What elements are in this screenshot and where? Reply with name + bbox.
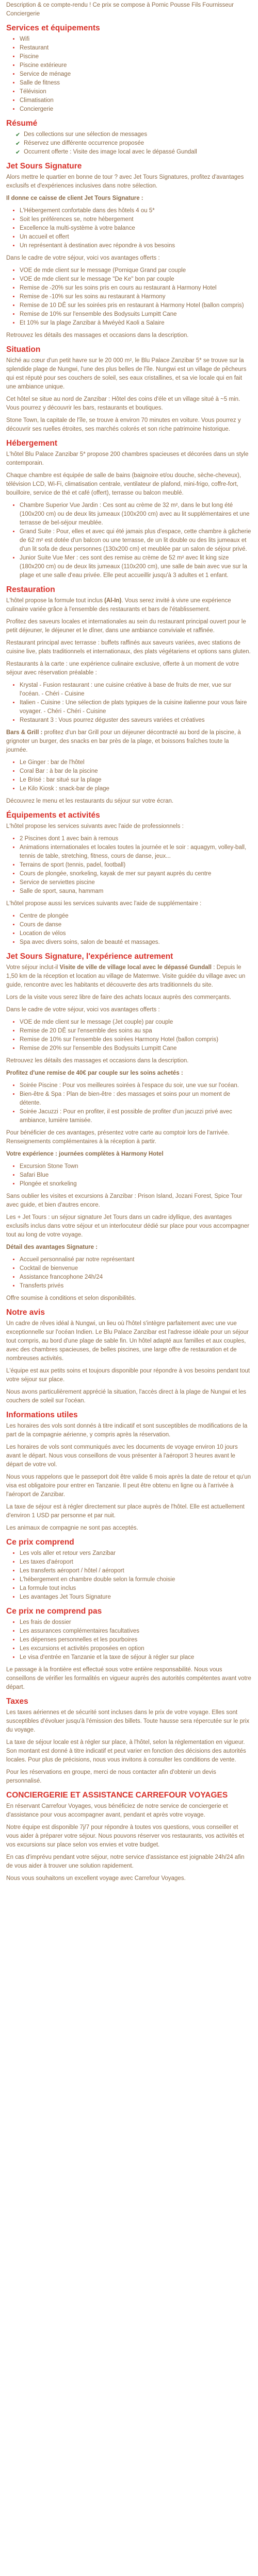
conciergerie-heading: CONCIERGERIE ET ASSISTANCE CARREFOUR VOYAGES <box>6 1791 228 1800</box>
paragraph: En réservant Carrefour Voyages, vous bénéficiez de notre service de conciergerie et d'assistance pour vous accompagner avant, pendant et après votre voyage. <box>6 1803 228 1818</box>
list-item: ✔ Des collections sur une sélection de messages <box>15 131 148 138</box>
list-item: • Les vols aller et retour vers Zanzibar <box>20 1549 252 1558</box>
list-item: • Soirée Jacuzzi : Pour en profiter, il est possible de profiter d'un jacuzzi privé avec ambiance, lumière tamisée. <box>20 1108 252 1125</box>
list-item: • Remise de 20 DÊ sur l'ensemble des soins au spa <box>20 1027 252 1036</box>
list-item: • La formule tout inclus <box>20 1584 252 1593</box>
hebergement-heading: Hébergement <box>6 439 58 448</box>
list-item: • Le Brisé : bar situé sur la plage <box>20 776 252 785</box>
paragraph: Profitez d'une remise de 40€ par couple sur les soins achetés : <box>6 1070 183 1076</box>
paragraph: L'équipe est aux petits soins et toujours disponible pour répondre à vos besoins pendant tout votre séjour sur place. <box>6 1368 250 1383</box>
paragraph: L'hôtel propose aussi les services suivants avec l'aide de supplémentaire : <box>6 901 202 907</box>
paragraph: La taxe de séjour est à régler directement sur place auprès de l'hôtel. Elle est actuellement d'environ 1 USD par personne et par nuit. <box>6 1504 245 1519</box>
paragraph: Dans le cadre de votre séjour, voici vos avantages offerts : <box>6 1007 160 1013</box>
list-item: • Et 10% sur la plage Zanzibar à Mwéyèd Kaoli a Salaire <box>20 319 252 328</box>
paragraph: Les + Jet Tours : un séjour signature Jet Tours dans un cadre idyllique, des avantages exclusifs inclus dans votre séjour et un interlocuteur dédié sur place pour vous accompagner tout au long de votre voyage. <box>6 1214 250 1238</box>
paragraph: L'hôtel propose la formule tout inclus (Al-In). Vous serez invité à vivre une expérience culinaire variée grâce à l'ensemble des restaurants et bars de l'établissement. <box>6 598 231 613</box>
paragraph: Un cadre de rêves idéal à Nungwi, un lieu où l'hôtel s'intègre parfaitement avec une vue exceptionnelle sur l'océan Indien. Le Blu Palace Zanzibar est l'adresse idéale pour un séjour tout compris, au bord d'une plage de sable fin. Un hôtel adapté aux familles et aux couples, avec des chambres spacieuses, de belles piscines, une large offre de restauration et de nombreuses activités. <box>6 1320 249 1362</box>
list-item: • Remise de 10 DÊ sur les soirées pris en restaurant à Harmony Hotel (ballon compris) <box>20 301 252 310</box>
notre-avis-heading: Notre avis <box>6 1308 45 1317</box>
list-item: • 2 Piscines dont 1 avec bain à remous <box>20 835 252 843</box>
list-item: ✔ Réservez une différente occurrence proposée <box>15 140 144 147</box>
resume-list <box>6 130 252 157</box>
list-item: • Service de ménage <box>20 70 252 79</box>
jetsours-list <box>6 207 252 250</box>
list-item: • Krystal - Fusion restaurant : une cuisine créative à base de fruits de mer, vue sur l'océan. - Chéri - Cuisine <box>20 681 252 699</box>
paragraph: Lors de la visite vous serez libre de faire des achats locaux auprès des commerçants. <box>6 994 231 1001</box>
list-item: • Climatisation <box>20 96 252 105</box>
list-item: • L'hébergement en chambre double selon la formule choisie <box>20 1575 252 1584</box>
list-item: • Un accueil et offert <box>20 233 252 242</box>
list-item: • Wifi <box>20 35 252 44</box>
paragraph: Restaurants à la carte : une expérience culinaire exclusive, offerte à un moment de votre séjour avec réservation préalable : <box>6 661 239 676</box>
list-item: • Terrains de sport (tennis, padel, football) <box>20 861 252 870</box>
list-item: • Piscine extérieure <box>20 61 252 70</box>
jetsours-advantages-list <box>6 266 252 328</box>
paragraph: Le passage à la frontière est effectué sous votre entière responsabilité. Nous vous conseillons de vérifier les formalités en vigueur auprès des autorités compétentes avant votre départ. <box>6 1667 251 1690</box>
paragraph: Les animaux de compagnie ne sont pas acceptés. <box>6 1525 138 1531</box>
list-item: • Location de vélos <box>20 929 252 938</box>
list-item: • Les excursions et activités proposées en option <box>20 1645 252 1653</box>
list-item: • Excellence la multi-système à votre balance <box>20 224 252 233</box>
list-item: • Remise de 10% sur l'ensemble des Bodysuits Lumpitt Cane <box>20 310 252 319</box>
list-item: • Les transferts aéroport / hôtel / aéroport <box>20 1567 252 1575</box>
bars-list <box>6 758 252 793</box>
jetsours-experience-heading: Jet Sours Signature, l'expérience autrement <box>6 952 173 961</box>
list-item: • Cocktail de bienvenue <box>20 1264 252 1273</box>
paragraph: Les taxes aériennes et de sécurité sont incluses dans le prix de votre voyage. Elles sont susceptibles d'évoluer jusqu'à l'émission des billets. Toute hausse sera répercutée sur le prix du voyage. <box>6 1709 250 1733</box>
list-item: • Conciergerie <box>20 105 252 114</box>
situation-heading: Situation <box>6 345 41 354</box>
list-item: • Chambre Superior Vue Jardin : Ces sont au crème de 32 m², dans le but long été (100x200 cm) ou de deux lits jumeaux (100x200 cm) avec au lit supplémentaires et une terrasse de bel-séjour meublée. <box>20 501 252 528</box>
list-item: • Grand Suite : Pour, elles et avec qui été jamais plus d'espace, cette chambre à gâcherie de 62 m² est dotée d'un balcon ou une terrasse, de un lit double ou des lits jumeaux et d'un lit sofa de deux personnes (130x200 cm) et meublée par un salon de séjour privé. <box>20 528 252 554</box>
paragraph: Notre équipe est disponible 7j/7 pour répondre à toutes vos questions, vous conseiller et vous aider à préparer votre séjour. Nous pouvons réserver vos restaurants, vos activités et vos excursions sur place selon vos envies et votre budget. <box>6 1824 244 1848</box>
taxes-heading: Taxes <box>6 1697 28 1706</box>
list-item: • Animations internationales et locales toutes la journée et le soir : aquagym, volley-ball, tennis de table, stretching, fitness, cours de danse, jeux... <box>20 843 252 861</box>
resume-heading: Résumé <box>6 119 38 128</box>
jetsours-heading: Jet Sours Signature <box>6 162 82 171</box>
restauration-heading: Restauration <box>6 585 55 594</box>
paragraph: Détail des avantages Signature : <box>6 1244 98 1250</box>
paragraph: Nous vous souhaitons un excellent voyage avec Carrefour Voyages. <box>6 1875 186 1882</box>
soins-list <box>6 1081 252 1125</box>
price-excludes-heading: Ce prix ne comprend pas <box>6 1607 102 1616</box>
services-heading: Services et équipements <box>6 24 100 32</box>
list-item: • Piscine <box>20 53 252 61</box>
paragraph: Dans le cadre de votre séjour, voici vos avantages offerts : <box>6 255 160 261</box>
list-item: • Service de serviettes piscine <box>20 878 252 887</box>
list-item: • Les taxes d'aéroport <box>20 1558 252 1567</box>
list-item: • Safari Blue <box>20 1171 252 1180</box>
list-item: • Italien - Cuisine : Une sélection de plats typiques de la cuisine italienne pour vous faire voyager. - Chéri - Chéri - Cuisine <box>20 699 252 716</box>
price-includes-list <box>6 1549 252 1602</box>
paragraph: La taxe de séjour locale est à régler sur place, à l'hôtel, selon la réglementation en vigueur. Son montant est donné à titre indicatif et peut varier en fonction des décisions des autorités locales. Pour plus de précisions, nous vous invitons à consulter les conditions de vente. <box>6 1739 246 1763</box>
list-item: • Le visa d'entrée en Tanzanie et la taxe de séjour à régler sur place <box>20 1653 252 1662</box>
list-item: • VOE de mde client sur le message "De Ke" bon par couple <box>20 275 252 284</box>
list-item: • Spa avec divers soins, salon de beauté et massages. <box>20 938 252 947</box>
paragraph: Il donne ce caisse de client Jet Tours Signature : <box>6 195 143 201</box>
price-excludes-list <box>6 1618 252 1662</box>
paragraph: Profitez des saveurs locales et internationales au sein du restaurant principal ouvert pour le petit déjeuner, le déjeuner et le dîner, dans une ambiance conviviale et raffinée. <box>6 619 246 634</box>
list-item: • Restaurant <box>20 44 252 53</box>
list-item: • Soit les préférences se, notre hébergement <box>20 215 252 224</box>
list-item: • Salle de fitness <box>20 79 252 88</box>
list-item: • Salle de sport, sauna, hammam <box>20 887 252 896</box>
list-item: • VOE de mde client sur le message (Pornique Grand par couple <box>20 266 252 275</box>
list-item: • Accueil personnalisé par notre représentant <box>20 1256 252 1264</box>
paragraph: Votre expérience : journées complètes à Harmony Hotel <box>6 1151 164 1157</box>
check-icon: ✔ <box>15 149 21 156</box>
list-item: • Restaurant 3 : Vous pourrez déguster des saveurs variées et créatives <box>20 716 252 725</box>
list-item: • Remise de 10% sur l'ensemble des soirées Harmony Hotel (ballon compris) <box>20 1036 252 1044</box>
paragraph: En cas d'imprévu pendant votre séjour, notre service d'assistance est joignable 24h/24 afin de vous aider à trouver une solution rapidement. <box>6 1854 245 1869</box>
list-item: • Le Ginger : bar de l'hôtel <box>20 758 252 767</box>
list-item: • Les assurances complémentaires facultatives <box>20 1627 252 1636</box>
list-item: • Junior Suite Vue Mer : ces sont des remise au crème de 52 m² avec lit king size (180x200 cm) ou de deux lits jumeaux (110x200 cm), une salle de bain avec vue sur la plage et une salle d'eau privée. Elle peut accueillir jusqu'à 3 adultes et 1 enfant. <box>20 554 252 580</box>
excursions-list <box>6 1162 252 1189</box>
list-item: • Remise de -20% sur les soins pris en cours au restaurant à Harmony Hotel <box>20 284 252 293</box>
informations-heading: Informations utiles <box>6 1411 78 1419</box>
list-item: • Cours de danse <box>20 921 252 929</box>
list-item: • Cours de plongée, snorkeling, kayak de mer sur payant auprès du centre <box>20 870 252 878</box>
list-item: • Remise de -10% sur les soins au restaurant à Harmony <box>20 293 252 301</box>
paragraph: Découvrez le menu et les restaurants du séjour sur votre écran. <box>6 798 174 804</box>
paragraph: Restaurant principal avec terrasse : buffets raffinés aux saveurs variées, avec stations de cuisine live, plats traditionnels et internationaux, des plats végétariens et options sans gluten. <box>6 640 251 655</box>
list-item: • Bien-être & Spa : Plan de bien-être : des massages et soins pour un moment de détente. <box>20 1090 252 1108</box>
list-item: • Centre de plongée <box>20 912 252 921</box>
list-item: • Télévision <box>20 88 252 96</box>
paragraph: Les horaires des vols sont donnés à titre indicatif et sont susceptibles de modifications de la part de la compagnie aérienne, y compris après la réservation. <box>6 1423 248 1438</box>
list-item: • Plongée et snorkeling <box>20 1180 252 1189</box>
list-item: • Coral Bar : à bar de la piscine <box>20 767 252 776</box>
equipements-list <box>6 835 252 896</box>
services-list <box>6 35 252 114</box>
paragraph: Retrouvez les détails des massages et occasions dans la description. <box>6 1058 189 1064</box>
advantages-list <box>6 1018 252 1053</box>
paragraph: Nous vous rappelons que le passeport doit être valide 6 mois après la date de retour et qu'un visa est obligatoire pour entrer en Tanzanie. Il peut être obtenu en ligne ou à l'arrivée à l'aéroport de Zanzibar. <box>6 1474 251 1498</box>
list-item: • Assistance francophone 24h/24 <box>20 1273 252 1282</box>
list-item: • Les avantages Jet Tours Signature <box>20 1593 252 1602</box>
paid-services-list <box>6 912 252 947</box>
paragraph: Nous avons particulièrement apprécié la situation, l'accès direct à la plage de Nungwi et les couchers de soleil sur l'océan. <box>6 1389 247 1404</box>
paragraph: L'hôtel propose les services suivants avec l'aide de professionnels : <box>6 823 184 829</box>
paragraph: Votre séjour inclut-il Visite de ville de village local avec le dépassé Gundall : Depuis le 1,50 km de la réception et location au village de Matemwe. Visite guidée du village avec un guide, rencontre avec les habitants et découverte des arts traditionnels du site. <box>6 964 246 988</box>
paragraph: L'hôtel Blu Palace Zanzibar 5* propose 200 chambres spacieuses et décorées dans un style contemporain. <box>6 451 249 466</box>
rooms-list <box>6 501 252 580</box>
restaurants-list <box>6 681 252 725</box>
list-item: • Un représentant à destination avec répondre à vos besoins <box>20 242 252 250</box>
paragraph: Pour bénéficier de ces avantages, présentez votre carte au comptoir lors de l'arrivée. Renseignements complémentaires à la réception à partir. <box>6 1130 230 1145</box>
price-includes-heading: Ce prix comprend <box>6 1538 74 1547</box>
paragraph: Sans oublier les visites et excursions à Zanzibar : Prison Island, Jozani Forest, Spice Tour avec guide, et bien d'autres encore. <box>6 1193 243 1208</box>
list-item: • Remise de 20% sur l'ensemble des Bodysuits Lumpitt Cane <box>20 1044 252 1053</box>
list-item: • VOE de mde client sur le message (Jet couple) par couple <box>20 1018 252 1027</box>
paragraph: Bars & Grill : profitez d'un bar Grill pour un déjeuner décontracté au bord de la piscine, à grignoter un burger, des snacks en bar près de la plage, et boissons fraîches toute la journée. <box>6 730 241 753</box>
paragraph: Chaque chambre est équipée de salle de bains (baignoire et/ou douche, sèche-cheveux), télévision LCD, Wi-Fi, climatisation centrale, ventilateur de plafond, mini-frigo, coffre-fort, bouilloire, service de thé et café (offert), terrasse ou balcon meublé. <box>6 472 241 496</box>
list-item: • Les dépenses personnelles et les pourboires <box>20 1636 252 1645</box>
paragraph: Retrouvez les détails des massages et occasions dans la description. <box>6 332 189 338</box>
paragraph: Niché au cœur d'un petit havre sur le 20 000 m², le Blu Palace Zanzibar 5* se trouve sur la splendide plage de Nungwi, l'une des plus belles de l'île. Nungwi est un village de pêcheurs qui est réputé pour ses couchers de soleil, ses eaux cristallines, et sa vie locale qui en fait une ambiance unique. <box>6 358 247 390</box>
list-item: • Le Kilo Kiosk : snack-bar de plage <box>20 785 252 793</box>
check-icon: ✔ <box>15 140 21 147</box>
check-icon: ✔ <box>15 131 21 138</box>
list-item: ✔ Occurrent offerte : Visite des image local avec le dépassé Gundall <box>15 149 197 156</box>
list-item: • Les frais de dossier <box>20 1618 252 1627</box>
intro-text: Description & ce compte-rendu ! Ce prix se compose à Pornic Pousse Fils Fournisseur Conciergerie <box>6 2 234 17</box>
paragraph: Les horaires de vols sont communiqués avec les documents de voyage environ 10 jours avant le départ. Nous vous conseillons de vous présenter à l'aéroport 3 heures avant le départ de votre vol. <box>6 1444 238 1468</box>
signature-list <box>6 1256 252 1291</box>
list-item: • L'Hébergement confortable dans des hôtels 4 ou 5* <box>20 207 252 215</box>
paragraph: Alors mettre le quartier en bonne de tour ? avec Jet Tours Signatures, profitez d'avantages exclusifs et d'expériences inclusives dans notre sélection. <box>6 174 244 189</box>
equipements-heading: Équipements et activités <box>6 811 100 820</box>
list-item: • Excursion Stone Town <box>20 1162 252 1171</box>
paragraph: Pour les réservations en groupe, merci de nous contacter afin d'obtenir un devis personnalisé. <box>6 1769 216 1784</box>
list-item: • Transferts privés <box>20 1282 252 1291</box>
paragraph: Offre soumise à conditions et selon disponibilités. <box>6 1295 136 1301</box>
paragraph: Cet hôtel se situe au nord de Zanzibar : Hôtel des coins d'éle et un village situé à ~5 min. Vous pourrez y découvrir les bars, restaurants et boutiques. <box>6 396 240 411</box>
list-item: • Soirée Piscine : Pour vos meilleures soirées à l'espace du soir, une vue sur l'océan. <box>20 1081 252 1090</box>
paragraph: Stone Town, la capitale de l'île, se trouve à environ 70 minutes en voiture. Vous pourrez y découvrir ses ruelles étroites, ses marchés colorés et son riche patrimoine historique. <box>6 417 241 432</box>
